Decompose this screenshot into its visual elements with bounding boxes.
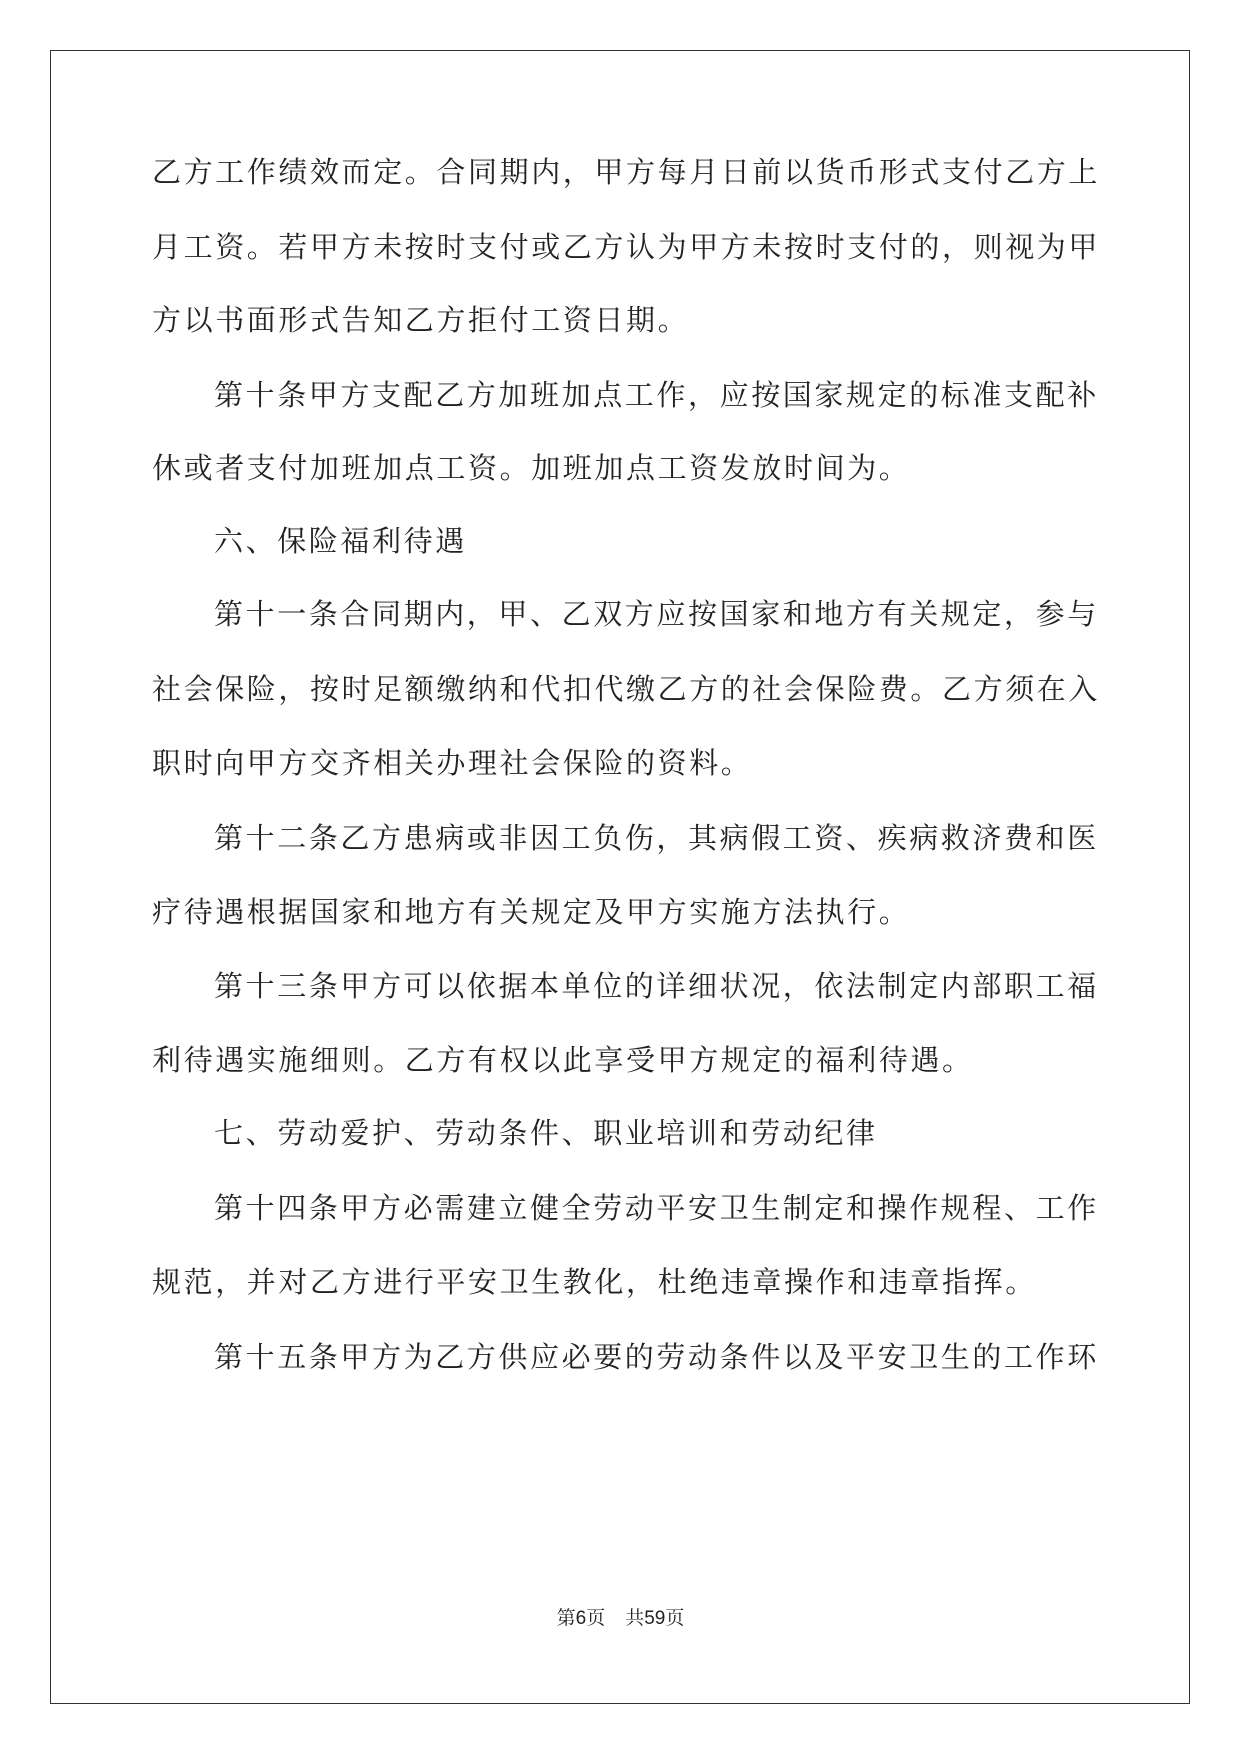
paragraph-article-13: 第十三条甲方可以依据本单位的详细状况，依法制定内部职工福 — [214, 969, 1099, 1003]
paragraph-article-14: 第十四条甲方必需建立健全劳动平安卫生制定和操作规程、工作 — [214, 1191, 1099, 1225]
paragraph-article-12: 第十二条乙方患病或非因工负伤，其病假工资、疾病救济费和医 — [214, 821, 1099, 855]
paragraph-article-10: 第十条甲方支配乙方加班加点工作，应按国家规定的标准支配补 — [214, 378, 1099, 412]
text-line: 月工资。若甲方未按时支付或乙方认为甲方未按时支付的，则视为甲 — [152, 230, 1101, 264]
page-footer — [0, 1603, 1241, 1630]
text-line: 利待遇实施细则。乙方有权以此享受甲方规定的福利待遇。 — [152, 1043, 974, 1077]
total-pages-suffix: 页 — [665, 1608, 685, 1629]
page-border — [50, 50, 1190, 1704]
total-pages-prefix: 共 — [625, 1608, 645, 1629]
text-line: 乙方工作绩效而定。合同期内，甲方每月日前以货币形式支付乙方上 — [152, 155, 1101, 189]
page-number: 6 — [575, 1608, 587, 1629]
total-pages: 59 — [644, 1608, 666, 1629]
text-line: 职时向甲方交齐相关办理社会保险的资料。 — [152, 746, 753, 780]
text-line: 规范，并对乙方进行平安卫生教化，杜绝违章操作和违章指挥。 — [152, 1265, 1037, 1299]
text-line: 休或者支付加班加点工资。加班加点工资发放时间为。 — [152, 451, 911, 485]
section-heading-insurance: 六、保险福利待遇 — [214, 524, 467, 558]
text-line: 方以书面形式告知乙方拒付工资日期。 — [152, 303, 690, 337]
paragraph-article-11: 第十一条合同期内，甲、乙双方应按国家和地方有关规定，参与 — [214, 597, 1099, 631]
text-line: 疗待遇根据国家和地方有关规定及甲方实施方法执行。 — [152, 895, 911, 929]
text-line: 社会保险，按时足额缴纳和代扣代缴乙方的社会保险费。乙方须在入 — [152, 672, 1101, 706]
section-heading-labor: 七、劳动爱护、劳动条件、职业培训和劳动纪律 — [214, 1116, 878, 1150]
paragraph-article-15: 第十五条甲方为乙方供应必要的劳动条件以及平安卫生的工作环 — [214, 1340, 1099, 1374]
page-number-prefix: 第 — [556, 1608, 576, 1629]
page-number-suffix: 页 — [586, 1608, 606, 1629]
